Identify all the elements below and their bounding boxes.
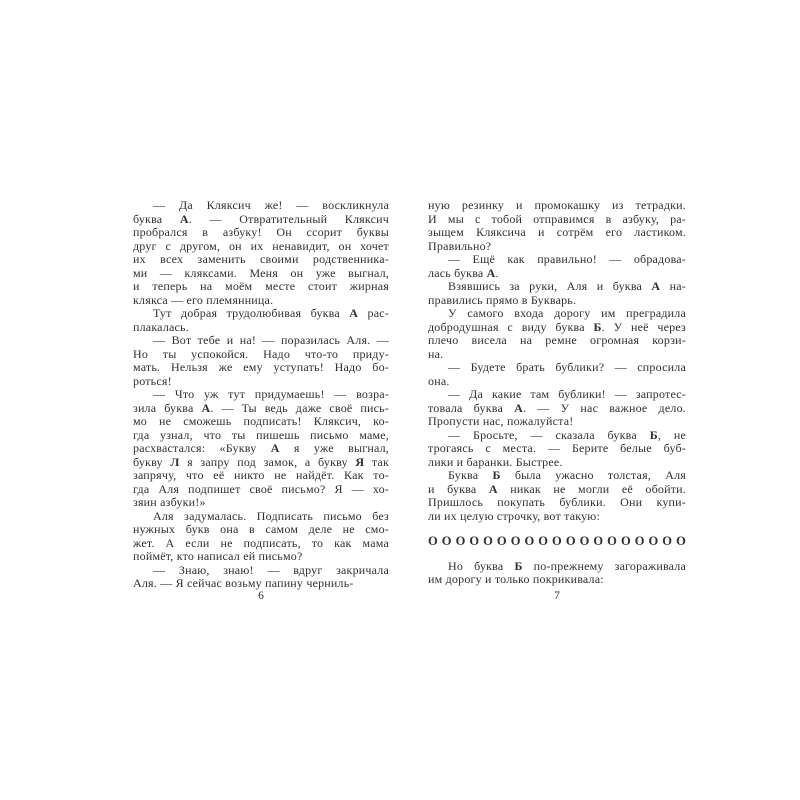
text-line: их всех заменить своими родственника- — [133, 252, 389, 266]
paragraph — [428, 469, 686, 523]
letter-o: О — [496, 534, 507, 548]
paragraph — [133, 564, 389, 591]
text-line: И мы с тобой отправимся в азбуку, ра- — [428, 211, 686, 226]
text-line: пробрался в азбуку! Он ссорит буквы — [133, 225, 389, 239]
text-line: лась буква А. — [428, 265, 499, 280]
text-line: Но ты успокойся. Надо что-то приду- — [133, 346, 389, 361]
bold-letter: Л — [170, 454, 180, 469]
letter-o: О — [579, 534, 590, 548]
paragraph — [428, 361, 686, 388]
letter-o: О — [510, 534, 521, 548]
text-line: ную резинку и промокашку из тетрадки. — [428, 198, 686, 212]
paragraph — [428, 199, 686, 253]
paragraph — [133, 334, 389, 388]
text-line: зила буква А. — Ты ведь даже своё пись- — [133, 400, 389, 415]
paragraph — [428, 388, 686, 429]
text-line: буква А. — Отвратительный Кляксич — [133, 211, 389, 226]
paragraph — [428, 280, 686, 307]
text-line: — Что уж тут придумаешь! — возра- — [153, 387, 389, 401]
bold-letter: А — [488, 481, 498, 496]
letter-o: О — [648, 534, 659, 548]
text-line: Аля. — Я сейчас возьму папину черниль- — [133, 576, 354, 590]
text-line: гда узнал, что ты пишешь письмо маме, — [133, 427, 389, 442]
text-line: зяин азбуки!» — [133, 495, 206, 509]
letter-o: О — [441, 534, 452, 548]
text-line: Пришлось покупать бублики. Они купи- — [428, 495, 686, 509]
text-line: мать. Нельзя же ему уступать! Надо бо- — [133, 360, 389, 374]
text-line: Взявшись за руки, Аля и буква А на- — [448, 279, 686, 293]
text-line: роться! — [133, 373, 172, 388]
letter-o: О — [565, 534, 576, 548]
text-line: Но буква Б по-прежнему загораживала — [448, 558, 687, 573]
letter-o: О — [662, 534, 673, 548]
text-line: лики и баранки. Быстрее. — [428, 454, 563, 469]
text-line: расхвастался: «Букву А я уже выгнал, — [133, 441, 389, 455]
letter-o: О — [593, 534, 604, 548]
letter-o: О — [620, 534, 631, 548]
text-line: поймёт, кто написал ей письмо? — [133, 549, 303, 563]
text-line: — Знаю, знаю! — вдруг закричала — [153, 562, 389, 577]
letter-o: О — [552, 534, 562, 548]
text-line: друг с другом, он их ненавидит, он хочет — [133, 238, 389, 253]
text-line: на. — [428, 346, 444, 361]
bold-letter: А — [201, 400, 211, 415]
bold-letter: А — [651, 279, 661, 293]
letter-o: О — [634, 534, 645, 548]
bold-letter: А — [514, 400, 523, 415]
text-line: — Да какие там бублики! — запротес- — [448, 387, 686, 401]
text-line: трогаясь с места. — Берите белые буб- — [428, 441, 686, 455]
bold-letter: А — [179, 211, 189, 226]
text-line: плакалась. — [133, 319, 189, 334]
text-line: — Бросьте, — сказала буква Б, не — [448, 427, 686, 442]
letter-o: О — [428, 534, 438, 548]
paragraph — [133, 510, 389, 564]
text-line: им дорогу и только покрикивала: — [428, 572, 604, 586]
paragraph — [428, 560, 686, 587]
bold-letter: Б — [514, 558, 523, 573]
text-line: Буква Б была ужасно толстая, Аля — [448, 468, 686, 482]
bold-letter: Б — [492, 468, 501, 482]
text-line: — Вот тебе и на! — поразилась Аля. — — [153, 333, 389, 347]
bold-letter: А — [270, 441, 280, 455]
page-number: 6 — [258, 590, 264, 602]
letter-o: О — [538, 534, 549, 548]
book-page-left — [133, 199, 389, 611]
text-line: ми — кляксами. Меня он уже выгнал, — [133, 265, 389, 280]
letter-o: О — [455, 534, 466, 548]
text-line: букву Л я запру под замок, а букву Я так — [133, 454, 389, 469]
page-text-column — [133, 199, 389, 591]
letter-o: О — [524, 534, 535, 548]
letter-o: О — [607, 534, 618, 548]
bold-letter: А — [486, 265, 496, 280]
text-line: правились прямо в Букварь. — [428, 292, 577, 307]
text-line: и буква А никак не могли её обойти. — [428, 481, 686, 496]
text-line: клякса — его племянница. — [133, 292, 274, 307]
text-line: зыщем Кляксича и сотрём его ластиком. — [428, 225, 686, 239]
text-line: нужных букв она в самом деле не смо- — [133, 522, 389, 536]
paragraph — [133, 388, 389, 510]
page-text-column — [428, 199, 686, 587]
paragraph — [133, 199, 389, 307]
text-line: и теперь на моём месте стоит жирная — [133, 279, 389, 293]
text-line: Аля задумалась. Подписать письмо без — [153, 508, 389, 523]
text-line: запрячу, что её никто не найдёт. Как то- — [133, 468, 389, 482]
paragraph — [428, 307, 686, 361]
text-line: — Ещё как правильно! — обрадова- — [448, 252, 686, 266]
text-line: — Будете брать бублики? — спросила — [448, 360, 686, 374]
text-line: она. — [428, 373, 450, 388]
text-line: плечо висела на ремне огромная корзи- — [428, 333, 686, 347]
text-line: Правильно? — [428, 238, 492, 253]
book-page-right — [428, 199, 686, 611]
page-number: 7 — [554, 590, 560, 602]
text-line: жет. А если не подписать, то как мама — [133, 535, 389, 550]
paragraph — [428, 429, 686, 470]
letter-o: О — [483, 534, 494, 548]
paragraph — [133, 307, 389, 334]
text-line: Тут добрая трудолюбивая буква А рас- — [153, 306, 389, 320]
letter-o: О — [676, 534, 686, 548]
text-line: ли их целую строчку, вот такую: — [428, 508, 600, 523]
bold-letter: Б — [649, 427, 658, 442]
text-line: — Да Кляксич же! — воскликнула — [153, 198, 389, 212]
bold-letter: А — [349, 306, 359, 320]
letter-o: О — [469, 534, 480, 548]
text-line: Пропусти нас, пожалуйста! — [428, 414, 574, 428]
text-line: товала буква А. — У нас важное дело. — [428, 400, 686, 415]
letter-row — [428, 535, 686, 549]
paragraph — [428, 253, 686, 280]
bold-letter: Б — [593, 319, 602, 334]
text-line: мо не сможешь подписать! Кляксич, ко- — [133, 414, 389, 428]
text-line: добродушная с виду буква Б. У неё через — [428, 319, 686, 334]
text-line: гда Аля подпишет своё письмо? Я — хо- — [133, 481, 389, 496]
bold-letter: Я — [355, 454, 365, 469]
text-line: У самого входа дорогу им преградила — [448, 306, 686, 320]
